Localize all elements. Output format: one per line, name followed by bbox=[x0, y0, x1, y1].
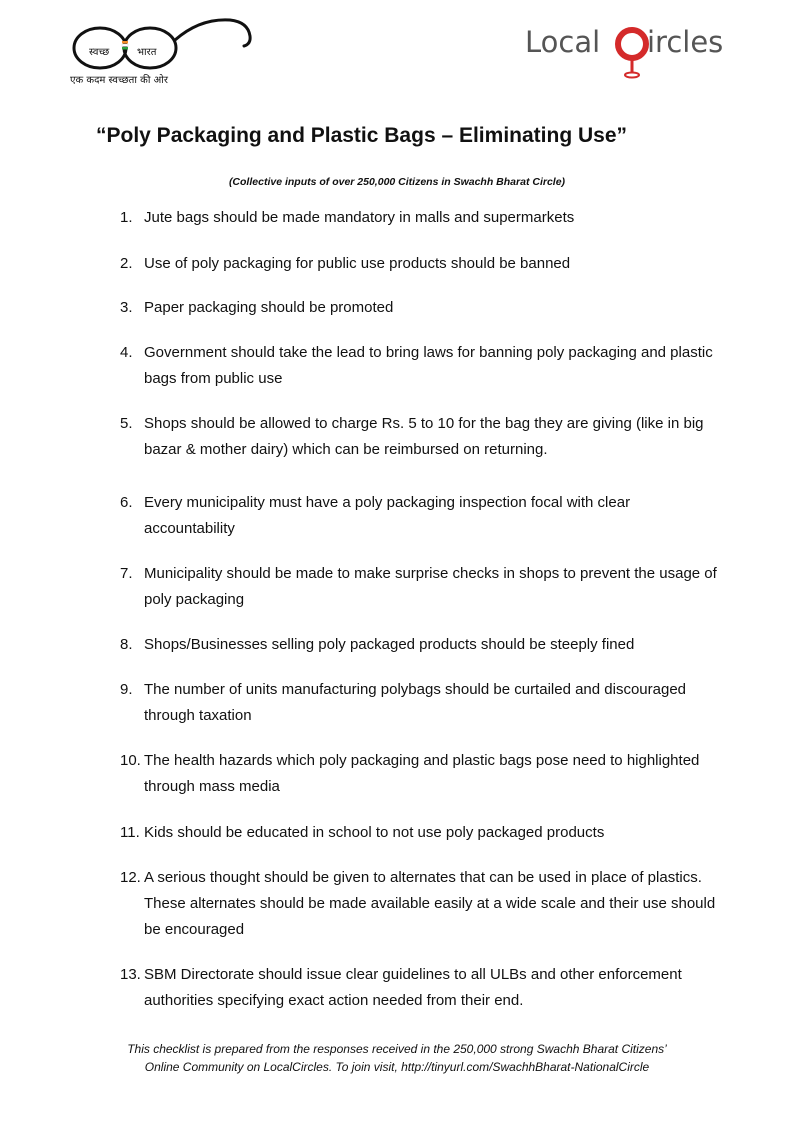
list-item bbox=[120, 962, 720, 1014]
footer-line-2: Online Community on LocalCircles. To join visit, http://tinyurl.com/SwachhBharat-NationalCircle bbox=[144, 1060, 650, 1074]
logo-tagline: एक कदम स्वच्छता की ओर bbox=[70, 75, 168, 86]
footer-line-1: This checklist is prepared from the responses received in the 250,000 strong Swachh Bharat Citizens’ bbox=[127, 1042, 667, 1056]
document-title: “Poly Packaging and Plastic Bags – Eliminating Use” bbox=[96, 124, 627, 147]
item-text: SBM Directorate should issue clear guidelines to all ULBs and other enforcement authorities specifying exact action needed from their end. bbox=[144, 966, 682, 1009]
swachh-bharat-logo bbox=[70, 14, 260, 94]
list-item bbox=[120, 748, 720, 800]
item-number: 11. bbox=[120, 824, 140, 841]
item-text: Paper packaging should be promoted bbox=[144, 299, 394, 316]
item-number: 6. bbox=[120, 494, 133, 511]
footer-note bbox=[80, 1040, 714, 1076]
spectacles-icon bbox=[70, 14, 260, 72]
item-number: 12. bbox=[120, 869, 141, 886]
logo-text-local: Local bbox=[525, 25, 601, 59]
list-item bbox=[120, 865, 720, 943]
item-text: Government should take the lead to bring laws for banning poly packaging and plastic bags from public use bbox=[144, 344, 713, 387]
localcircles-logo bbox=[525, 22, 735, 82]
list-item bbox=[120, 411, 720, 463]
list-item bbox=[120, 820, 720, 846]
logo-word-swachh: स्वच्छ bbox=[89, 47, 110, 58]
item-number: 4. bbox=[120, 344, 133, 361]
item-text: Municipality should be made to make surprise checks in shops to prevent the usage of poly packaging bbox=[144, 565, 717, 608]
item-number: 13. bbox=[120, 966, 141, 983]
item-text: Kids should be educated in school to not use poly packaged products bbox=[144, 824, 605, 841]
item-text: Shops/Businesses selling poly packaged products should be steeply fined bbox=[144, 636, 635, 653]
document-subtitle: (Collective inputs of over 250,000 Citizens in Swachh Bharat Circle) bbox=[228, 176, 566, 188]
list-item bbox=[120, 632, 720, 658]
list-item bbox=[120, 251, 720, 277]
item-number: 5. bbox=[120, 415, 133, 432]
item-number: 1. bbox=[120, 209, 133, 226]
list-item bbox=[120, 561, 720, 613]
item-number: 7. bbox=[120, 565, 133, 582]
item-number: 10. bbox=[120, 752, 141, 769]
item-text: Use of poly packaging for public use products should be banned bbox=[144, 255, 571, 272]
item-text: The health hazards which poly packaging and plastic bags pose need to highlighted through mass media bbox=[144, 752, 700, 795]
list-item bbox=[120, 340, 720, 392]
item-text: Jute bags should be made mandatory in malls and supermarkets bbox=[144, 209, 575, 226]
logo-word-bharat: भारत bbox=[137, 47, 157, 58]
logo-text-ircles: ircles bbox=[647, 25, 724, 59]
item-text: The number of units manufacturing polybags should be curtailed and discouraged through taxation bbox=[144, 681, 687, 724]
item-text: A serious thought should be given to alternates that can be used in place of plastics. These alternates should be made available easily at a wide scale and their use should be encouraged bbox=[144, 869, 716, 938]
item-text: Every municipality must have a poly packaging inspection focal with clear accountability bbox=[144, 494, 631, 537]
item-text: Shops should be allowed to charge Rs. 5 to 10 for the bag they are giving (like in big bazar & mother dairy) which can be reimbursed on returning. bbox=[144, 415, 704, 458]
list-item bbox=[120, 490, 720, 542]
location-pin-icon bbox=[615, 27, 649, 81]
item-number: 3. bbox=[120, 299, 133, 316]
list-item bbox=[120, 677, 720, 729]
item-number: 9. bbox=[120, 681, 133, 698]
item-number: 8. bbox=[120, 636, 133, 653]
list-item bbox=[120, 205, 720, 231]
item-number: 2. bbox=[120, 255, 133, 272]
list-item bbox=[120, 295, 720, 321]
